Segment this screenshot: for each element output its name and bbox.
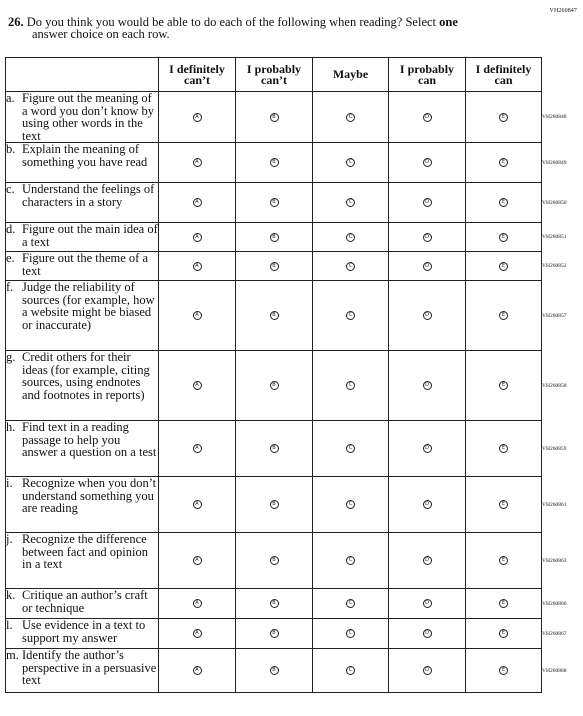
statement-row	[6, 92, 583, 143]
choice-cell	[313, 351, 389, 421]
answer-bubble[interactable]: D	[423, 158, 432, 167]
statement-cell	[6, 351, 159, 421]
answer-bubble[interactable]: B	[270, 629, 279, 638]
choice-cell	[313, 223, 389, 252]
choice-cell	[466, 252, 542, 281]
item-code: VH260866	[542, 600, 567, 607]
answer-bubble[interactable]: B	[270, 599, 279, 608]
answer-bubble[interactable]: A	[193, 113, 202, 122]
choice-cell	[236, 281, 313, 351]
choice-cell	[159, 223, 236, 252]
choice-cell	[313, 143, 389, 183]
header-blank	[6, 58, 159, 92]
choice-cell	[313, 589, 389, 619]
item-code: VH260851	[542, 234, 567, 240]
question-text: Do you think you would be able to do each of the following when reading? Select	[26, 15, 437, 29]
choice-cell	[159, 477, 236, 533]
answer-bubble[interactable]: E	[499, 262, 508, 271]
column-header: I definitely can’t	[159, 58, 236, 92]
item-code: VH260849	[542, 159, 567, 166]
statement-letter: e.	[6, 251, 15, 265]
statement-text: Figure out the theme of a text	[22, 251, 149, 278]
choice-cell	[389, 92, 466, 143]
statement-row	[6, 649, 583, 693]
statement-cell	[6, 619, 159, 649]
answer-bubble[interactable]: A	[193, 158, 202, 167]
answer-bubble[interactable]: C	[346, 599, 355, 608]
statement-letter: b.	[6, 142, 16, 156]
statement-text: Understand the feelings of characters in a story	[22, 182, 155, 209]
choice-cell	[236, 533, 313, 589]
statement-row	[6, 421, 583, 477]
choice-cell	[466, 281, 542, 351]
answer-bubble[interactable]: B	[270, 311, 279, 320]
answer-bubble[interactable]: A	[193, 262, 202, 271]
question-text-continued: answer choice on each row.	[32, 27, 170, 41]
choice-cell	[159, 92, 236, 143]
answer-bubble[interactable]: E	[499, 158, 508, 167]
choice-cell	[236, 252, 313, 281]
answer-bubble[interactable]: C	[346, 556, 355, 565]
choice-cell	[313, 281, 389, 351]
statement-cell	[6, 533, 159, 589]
answer-bubble[interactable]: C	[346, 233, 355, 242]
answer-bubble[interactable]: A	[193, 444, 202, 453]
answer-bubble[interactable]: D	[423, 262, 432, 271]
answer-grid	[5, 57, 583, 693]
statement-letter: k.	[6, 588, 16, 602]
choice-cell	[466, 92, 542, 143]
choice-cell	[466, 477, 542, 533]
answer-bubble[interactable]: B	[270, 556, 279, 565]
choice-cell	[236, 92, 313, 143]
answer-bubble[interactable]: D	[423, 556, 432, 565]
choice-cell	[466, 589, 542, 619]
statement-text: Explain the meaning of something you have read	[22, 142, 148, 169]
answer-bubble[interactable]: A	[193, 556, 202, 565]
column-header: I probably can	[389, 58, 466, 92]
statement-text: Find text in a reading passage to help you answer a question on a test	[22, 420, 157, 459]
choice-cell	[159, 281, 236, 351]
answer-bubble[interactable]: C	[346, 381, 355, 390]
header-row	[6, 58, 583, 92]
answer-bubble[interactable]: D	[423, 666, 432, 675]
statement-letter: g.	[6, 350, 16, 364]
answer-bubble[interactable]: C	[346, 444, 355, 453]
choice-cell	[466, 421, 542, 477]
answer-bubble[interactable]: B	[270, 198, 279, 207]
answer-bubble[interactable]: E	[499, 666, 508, 675]
header-code-spacer	[542, 58, 583, 92]
answer-bubble[interactable]: D	[423, 113, 432, 122]
statement-row	[6, 477, 583, 533]
statement-letter: m.	[6, 648, 19, 662]
statement-letter: i.	[6, 476, 13, 490]
choice-cell	[236, 183, 313, 223]
choice-cell	[236, 477, 313, 533]
answer-bubble[interactable]: B	[270, 113, 279, 122]
statement-row	[6, 252, 583, 281]
item-code: VH260867	[542, 630, 567, 637]
statement-cell	[6, 421, 159, 477]
statement-cell	[6, 589, 159, 619]
answer-bubble[interactable]: E	[499, 381, 508, 390]
statement-cell	[6, 92, 159, 143]
grid-body	[6, 92, 583, 693]
answer-bubble[interactable]: E	[499, 113, 508, 122]
choice-cell	[159, 421, 236, 477]
column-header: Maybe	[313, 58, 389, 92]
answer-bubble[interactable]: E	[499, 444, 508, 453]
answer-bubble[interactable]: B	[270, 444, 279, 453]
statement-cell	[6, 143, 159, 183]
choice-cell	[313, 92, 389, 143]
answer-bubble[interactable]: A	[193, 311, 202, 320]
choice-cell	[466, 533, 542, 589]
choice-cell	[159, 183, 236, 223]
answer-bubble[interactable]: D	[423, 599, 432, 608]
answer-bubble[interactable]: B	[270, 381, 279, 390]
answer-bubble[interactable]: B	[270, 233, 279, 242]
answer-bubble[interactable]: B	[270, 666, 279, 675]
answer-bubble[interactable]: D	[423, 233, 432, 242]
answer-bubble[interactable]: A	[193, 381, 202, 390]
answer-bubble[interactable]: C	[346, 500, 355, 509]
statement-text: Recognize when you don’t understand something you are reading	[22, 476, 157, 515]
item-code: VH260857	[542, 312, 567, 319]
statement-row	[6, 589, 583, 619]
item-code: VH260859	[542, 445, 567, 452]
choice-cell	[313, 619, 389, 649]
answer-bubble[interactable]: C	[346, 198, 355, 207]
statement-cell	[6, 183, 159, 223]
choice-cell	[236, 143, 313, 183]
answer-bubble[interactable]: A	[193, 233, 202, 242]
choice-cell	[313, 533, 389, 589]
choice-cell	[313, 649, 389, 693]
answer-bubble[interactable]: E	[499, 629, 508, 638]
statement-row	[6, 143, 583, 183]
answer-bubble[interactable]: A	[193, 629, 202, 638]
statement-row	[6, 281, 583, 351]
item-code: VH260858	[542, 382, 567, 389]
answer-bubble[interactable]: C	[346, 666, 355, 675]
statement-text: Figure out the main idea of a text	[22, 222, 158, 249]
statement-letter: h.	[6, 420, 16, 434]
question-prompt	[8, 16, 528, 40]
choice-cell	[159, 252, 236, 281]
statement-cell	[6, 223, 159, 252]
choice-cell	[466, 183, 542, 223]
statement-letter: f.	[6, 280, 14, 294]
choice-cell	[159, 619, 236, 649]
choice-cell	[236, 589, 313, 619]
answer-bubble[interactable]: E	[499, 500, 508, 509]
answer-bubble[interactable]: B	[270, 158, 279, 167]
statement-cell	[6, 281, 159, 351]
choice-cell	[159, 649, 236, 693]
statement-letter: a.	[6, 91, 15, 105]
choice-cell	[159, 589, 236, 619]
answer-bubble[interactable]: E	[499, 233, 508, 242]
choice-cell	[159, 351, 236, 421]
answer-bubble[interactable]: E	[499, 311, 508, 320]
answer-bubble[interactable]: A	[193, 599, 202, 608]
item-code: VH260861	[542, 501, 567, 508]
answer-bubble[interactable]: D	[423, 500, 432, 509]
answer-bubble[interactable]: C	[346, 262, 355, 271]
answer-bubble[interactable]: B	[270, 262, 279, 271]
choice-cell	[389, 619, 466, 649]
choice-cell	[389, 649, 466, 693]
form-id: VH260847	[549, 8, 577, 14]
statement-letter: j.	[6, 532, 13, 546]
choice-cell	[389, 351, 466, 421]
answer-bubble[interactable]: B	[270, 500, 279, 509]
answer-bubble[interactable]: A	[193, 198, 202, 207]
statement-text: Recognize the difference between fact and opinion in a text	[22, 532, 148, 571]
choice-cell	[389, 252, 466, 281]
choice-cell	[236, 351, 313, 421]
choice-cell	[313, 183, 389, 223]
statement-cell	[6, 649, 159, 693]
choice-cell	[389, 281, 466, 351]
choice-cell	[159, 533, 236, 589]
statement-text: Identify the author’s perspective in a persuasive text	[22, 648, 157, 687]
answer-bubble[interactable]: E	[499, 599, 508, 608]
answer-bubble[interactable]: C	[346, 311, 355, 320]
choice-cell	[466, 649, 542, 693]
statement-text: Credit others for their ideas (for example, citing sources, using endnotes and footnotes in reports)	[22, 350, 150, 402]
answer-bubble[interactable]: D	[423, 198, 432, 207]
choice-cell	[313, 252, 389, 281]
answer-bubble[interactable]: D	[423, 311, 432, 320]
answer-bubble[interactable]: A	[193, 666, 202, 675]
statement-row	[6, 183, 583, 223]
choice-cell	[466, 619, 542, 649]
choice-cell	[466, 351, 542, 421]
choice-cell	[313, 477, 389, 533]
answer-bubble[interactable]: C	[346, 629, 355, 638]
choice-cell	[236, 421, 313, 477]
question-number: 26.	[8, 15, 24, 29]
answer-bubble[interactable]: C	[346, 158, 355, 167]
choice-cell	[389, 183, 466, 223]
column-header: I definitely can	[466, 58, 542, 92]
choice-cell	[466, 223, 542, 252]
choice-cell	[389, 589, 466, 619]
choice-cell	[466, 143, 542, 183]
item-code: VH260863	[542, 557, 567, 564]
statement-letter: l.	[6, 618, 13, 632]
column-header: I probably can’t	[236, 58, 313, 92]
choice-cell	[236, 223, 313, 252]
statement-text: Use evidence in a text to support my answer	[22, 618, 146, 645]
statement-text: Figure out the meaning of a word you don’t know by using other words in the text	[22, 91, 155, 143]
choice-cell	[389, 143, 466, 183]
choice-cell	[389, 421, 466, 477]
answer-bubble[interactable]: D	[423, 444, 432, 453]
answer-bubble[interactable]: D	[423, 381, 432, 390]
choice-cell	[313, 421, 389, 477]
statement-row	[6, 223, 583, 252]
item-code: VH260848	[542, 114, 567, 120]
answer-bubble[interactable]: E	[499, 556, 508, 565]
choice-cell	[236, 649, 313, 693]
statement-letter: c.	[6, 182, 15, 196]
choice-cell	[159, 143, 236, 183]
statement-row	[6, 619, 583, 649]
statement-text: Judge the reliability of sources (for example, how a website might be biased or inaccurate)	[22, 280, 155, 332]
question-emphasis: one	[439, 15, 458, 29]
statement-cell	[6, 477, 159, 533]
choice-cell	[236, 619, 313, 649]
item-code: VH260850	[542, 199, 567, 206]
statement-cell	[6, 252, 159, 281]
statement-text: Critique an author’s craft or technique	[22, 588, 148, 615]
answer-bubble[interactable]: C	[346, 113, 355, 122]
choice-cell	[389, 533, 466, 589]
item-code: VH260852	[542, 263, 567, 269]
statement-row	[6, 351, 583, 421]
choice-cell	[389, 223, 466, 252]
answer-bubble[interactable]: D	[423, 629, 432, 638]
choice-cell	[389, 477, 466, 533]
answer-bubble[interactable]: E	[499, 198, 508, 207]
answer-bubble[interactable]: A	[193, 500, 202, 509]
item-code: VH260868	[542, 667, 567, 674]
statement-row	[6, 533, 583, 589]
statement-letter: d.	[6, 222, 16, 236]
